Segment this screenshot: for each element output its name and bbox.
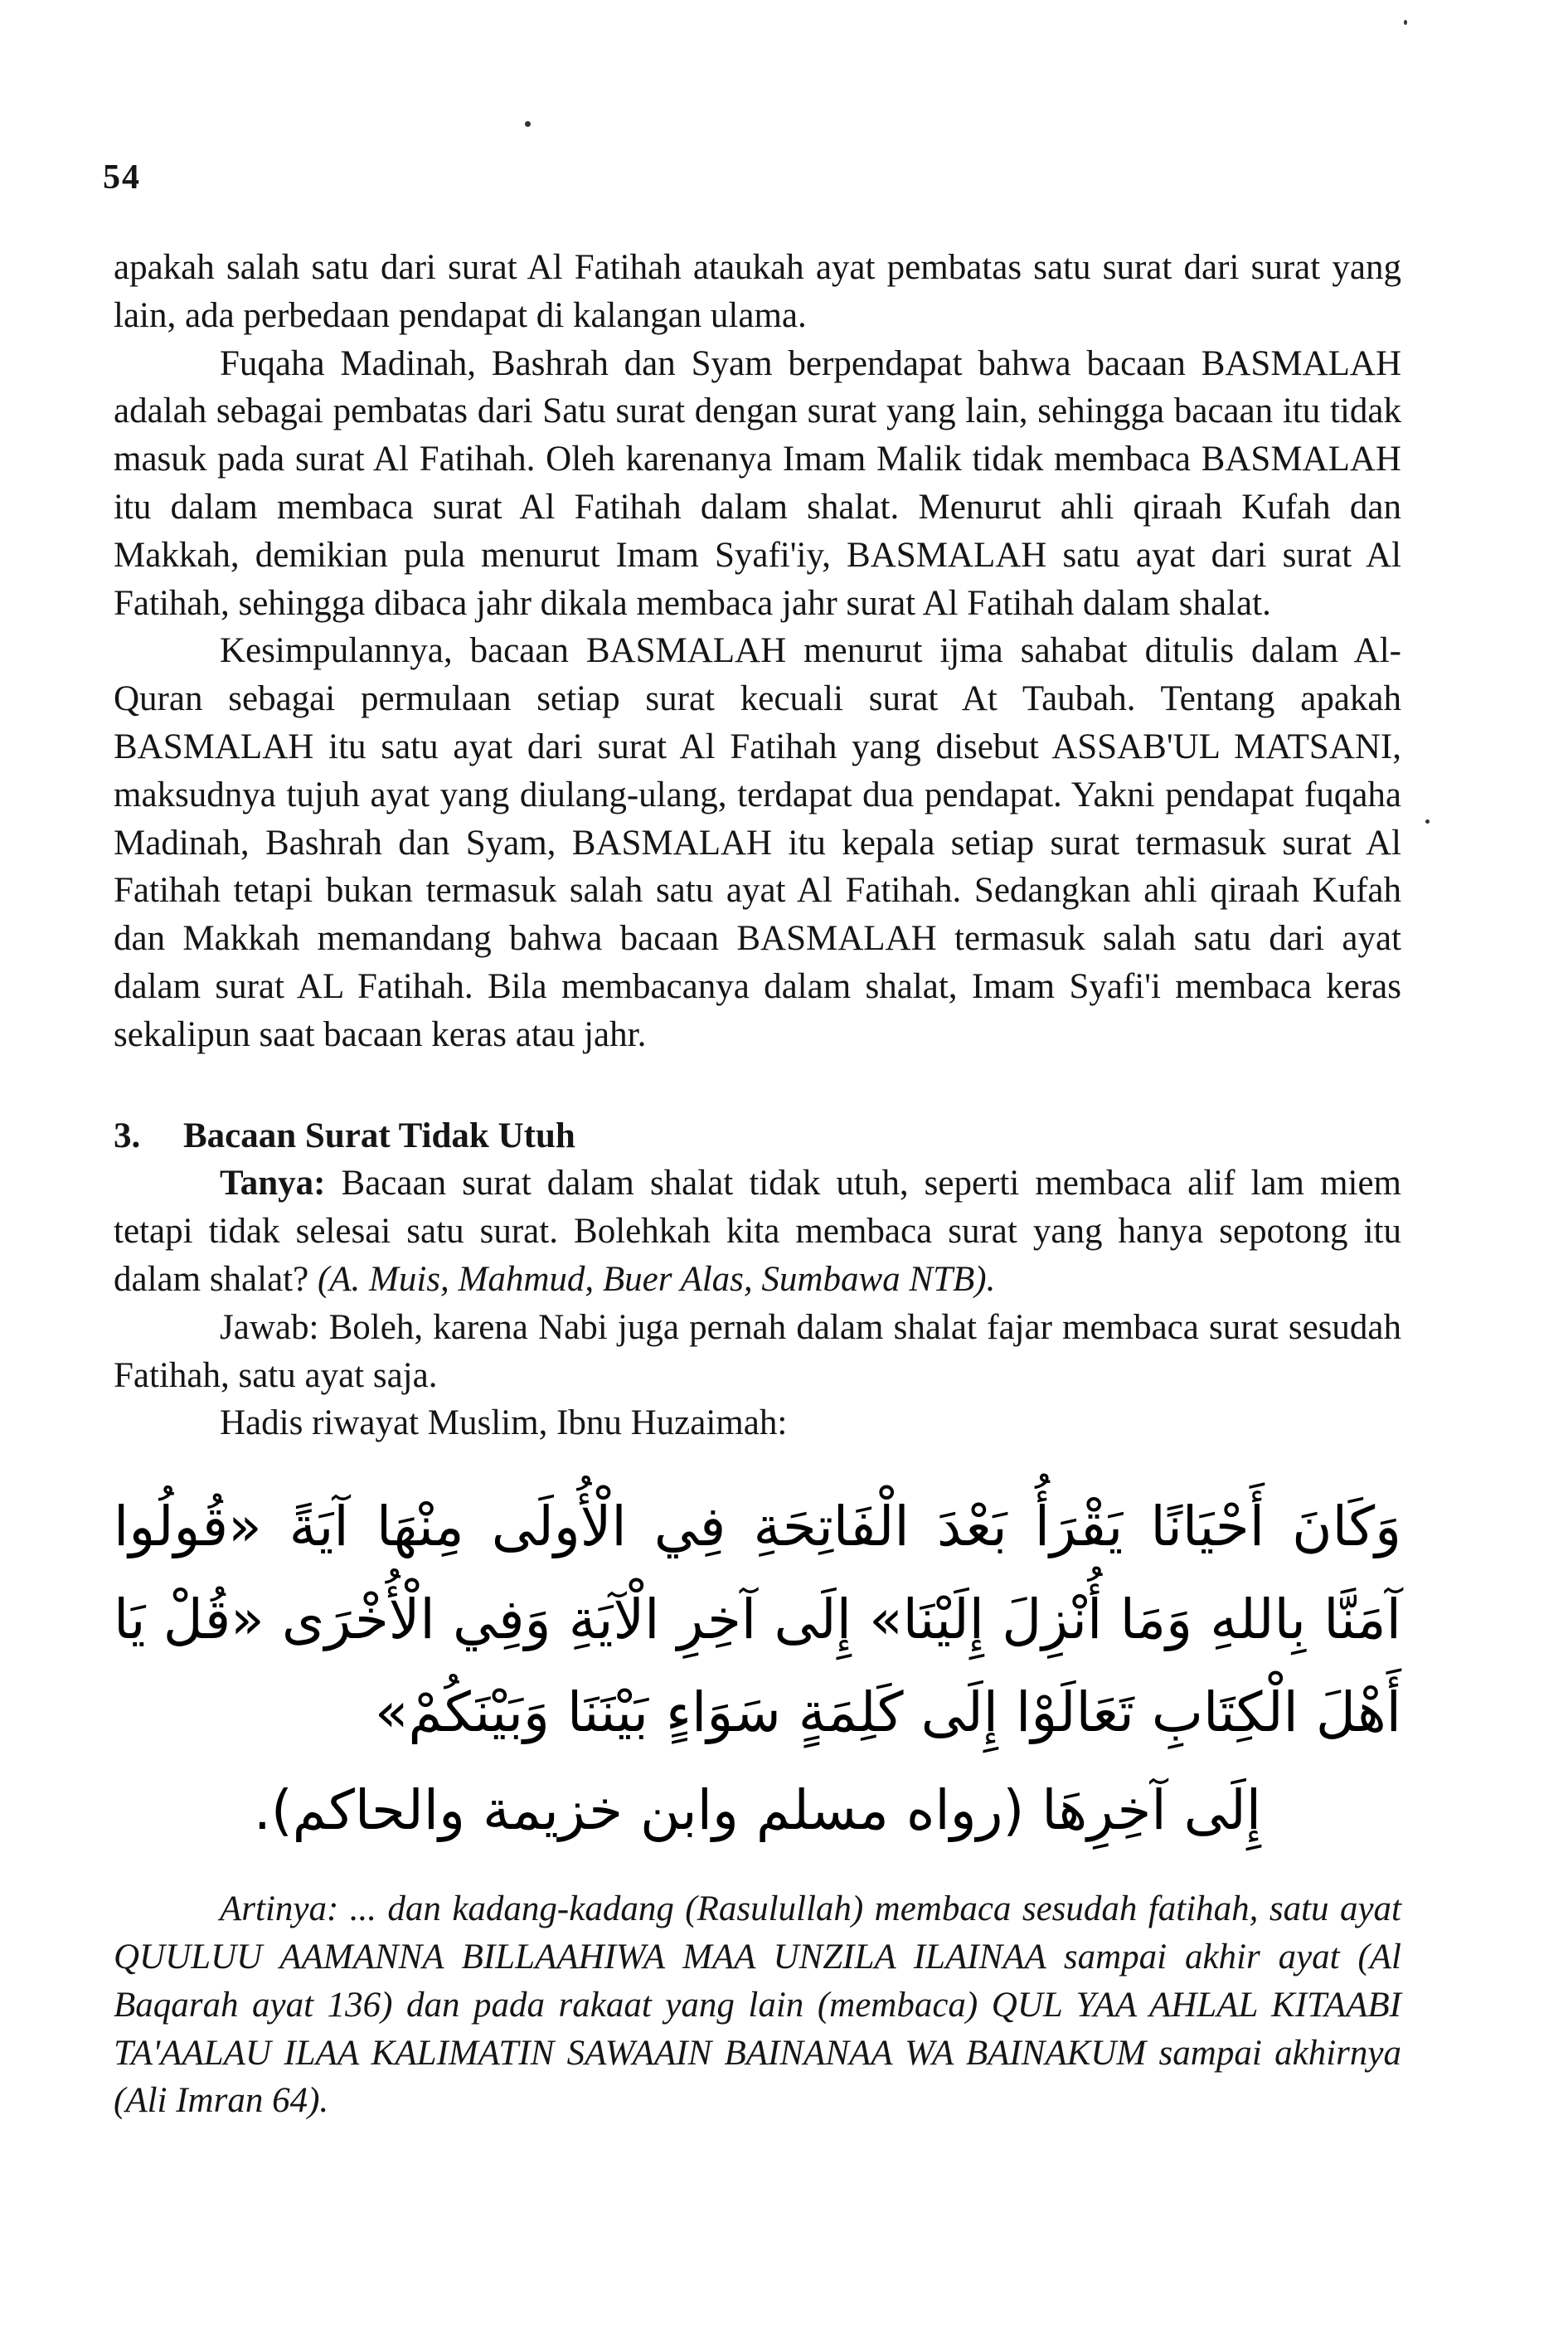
section-heading	[114, 1112, 1401, 1160]
scan-speck	[525, 121, 531, 127]
page-content	[114, 244, 1401, 2125]
translation-paragraph: Artinya: ... dan kadang-kadang (Rasulullah) membaca sesudah fatihah, satu ayat QUULUU AAMANNA BILLAAHIWA MAA UNZILA ILAINAA sampai akhir ayat (Al Baqarah ayat 136) dan pada rakaat yang lain (membaca) QUL YAA AHLAL KITAABI TA'AALAU ILAA KALIMATIN SAWAAIN BAINANAA WA BAINAKUM sampai akhirnya (Ali Imran 64).	[114, 1889, 1401, 2121]
question-text: Bacaan surat dalam shalat tidak utuh, seperti membaca alif lam miem tetapi tidak selesai satu surat. Bolehkah kita membaca surat yang hanya sepotong itu dalam shalat?	[114, 1164, 1401, 1299]
arabic-hadith-text: وَكَانَ أَحْيَانًا يَقْرَأُ بَعْدَ الْفَاتِحَةِ فِي الْأُولَى مِنْهَا آيَةً «قُولُوا آمَنَّا بِاللهِ وَمَا أُنْزِلَ إِلَيْنَا» إِلَى آخِرِ الْآيَةِ وَفِي الْأُخْرَى «قُلْ يَا أَهْلَ الْكِتَابِ تَعَالَوْا إِلَى كَلِمَةٍ سَوَاءٍ بَيْنَنَا وَبَيْنَكُمْ»	[114, 1495, 1401, 1745]
section-number: 3.	[114, 1116, 141, 1155]
hadith-intro: Hadis riwayat Muslim, Ibnu Huzaimah:	[220, 1403, 788, 1443]
answer-text: Boleh, karena Nabi juga pernah dalam shalat fajar membaca surat sesudah Fatihah, satu ayat saja.	[114, 1307, 1401, 1395]
question-label: Tanya:	[220, 1164, 326, 1203]
paragraph-basmalah-views: Fuqaha Madinah, Bashrah dan Syam berpendapat bahwa bacaan BASMALAH adalah sebagai pembatas dari Satu surat dengan surat yang lain, sehingga bacaan itu tidak masuk pada surat Al Fatihah. Oleh karenanya Imam Malik tidak membaca BASMALAH itu dalam membaca surat Al Fatihah dalam shalat. Menurut ahli qiraah Kufah dan Makkah, demikian pula menurut Imam Syafi'iy, BASMALAH satu ayat dari surat Al Fatihah, sehingga dibaca jahr dikala membaca jahr surat Al Fatihah dalam shalat.	[114, 343, 1401, 623]
section-title: Bacaan Surat Tidak Utuh	[183, 1116, 575, 1155]
scan-speck	[1404, 20, 1407, 25]
arabic-hadith-ending: إِلَى آخِرِهَا (رواه مسلم وابن خزيمة والحاكم).	[253, 1778, 1262, 1843]
question-asker: (A. Muis, Mahmud, Buer Alas, Sumbawa NTB).	[317, 1259, 996, 1299]
question-paragraph	[114, 1160, 1401, 1303]
paragraph-conclusion: Kesimpulannya, bacaan BASMALAH menurut ijma sahabat ditulis dalam Al-Quran sebagai permulaan setiap surat kecuali surat At Taubah. Tentang apakah BASMALAH itu satu ayat dari surat Al Fatihah yang disebut ASSAB'UL MATSANI, maksudnya tujuh ayat yang diulang-ulang, terdapat dua pendapat. Yakni pendapat fuqaha Madinah, Bashrah dan Syam, BASMALAH itu kepala setiap surat termasuk surat Al Fatihah tetapi bukan termasuk salah satu ayat Al Fatihah. Sedangkan ahli qiraah Kufah dan Makkah memandang bahwa bacaan BASMALAH termasuk salah satu dari ayat dalam surat AL Fatihah. Bila membacanya dalam shalat, Imam Syafi'i membaca keras sekalipun saat bacaan keras atau jahr.	[114, 631, 1401, 1054]
paragraph-continuation: apakah salah satu dari surat Al Fatihah ataukah ayat pembatas satu surat dari surat yang lain, ada perbedaan pendapat di kalangan ulama.	[114, 248, 1401, 335]
page-number: 54	[103, 158, 141, 197]
answer-label: Jawab:	[220, 1307, 319, 1347]
scan-speck	[1425, 819, 1430, 824]
answer-paragraph	[114, 1304, 1401, 1400]
